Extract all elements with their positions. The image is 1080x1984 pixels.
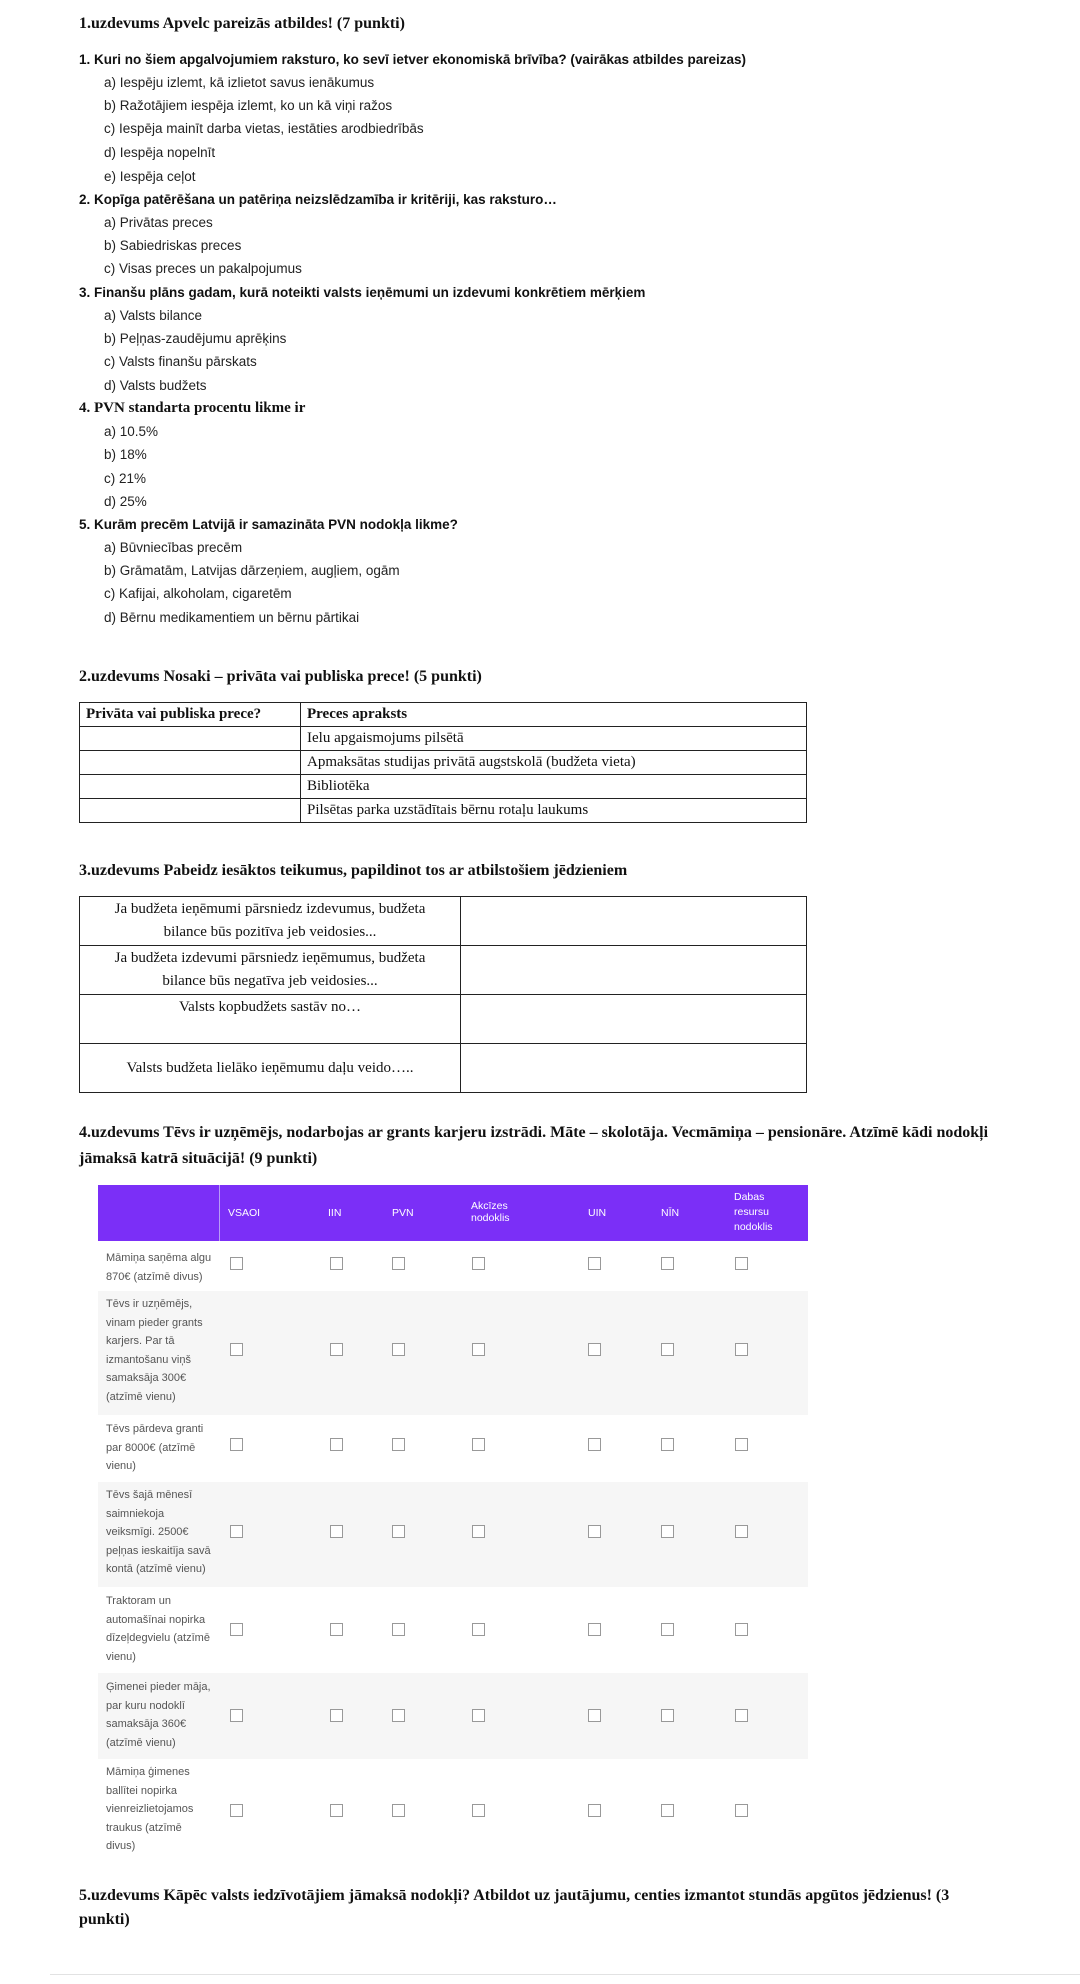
row-label: Ģimenei pieder māja, par kuru nodoklī samaksāja 360€ (atzīmē vienu) bbox=[106, 1681, 211, 1749]
tax-checkbox[interactable] bbox=[392, 1257, 405, 1270]
row-label: Tēvs ir uzņēmējs, vinam pieder grants karjers. Par tā izmantošanu viņš samaksāja 300€ (atzīmē vienu) bbox=[106, 1298, 203, 1403]
tax-checkbox[interactable] bbox=[661, 1709, 674, 1722]
tax-checkbox[interactable] bbox=[735, 1438, 748, 1451]
sentence-cell: Valsts kopbudžets sastāv no… bbox=[80, 995, 461, 1044]
tax-checkbox[interactable] bbox=[735, 1804, 748, 1817]
table-row bbox=[80, 995, 807, 1044]
tax-checkbox[interactable] bbox=[330, 1257, 343, 1270]
option-5c[interactable]: c) Kafijai, alkoholam, cigaretēm bbox=[104, 586, 292, 601]
option-5d[interactable]: d) Bērnu medikamentiem un bērnu pārtikai bbox=[104, 610, 360, 625]
option-2b[interactable]: b) Sabiedriskas preces bbox=[104, 238, 242, 253]
option-1d[interactable]: d) Iespēja nopelnīt bbox=[104, 145, 216, 160]
tax-checkbox[interactable] bbox=[588, 1343, 601, 1356]
tax-checkbox[interactable] bbox=[588, 1804, 601, 1817]
tax-grid-header bbox=[98, 1185, 808, 1241]
tax-checkbox[interactable] bbox=[230, 1343, 243, 1356]
bottom-divider bbox=[50, 1974, 1080, 1975]
tax-checkbox[interactable] bbox=[230, 1257, 243, 1270]
table-row bbox=[80, 897, 807, 946]
table-header-row bbox=[80, 703, 807, 727]
row-label: Tēvs šajā mēnesī saimniekoja veiksmīgi. 2500€ peļņas ieskaitīja savā kontā (atzīmē vienu) bbox=[106, 1489, 211, 1575]
column-pvn: PVN bbox=[392, 1207, 414, 1219]
task1-title: 1.uzdevums Apvelc pareizās atbildes! (7 punkti) bbox=[79, 15, 405, 32]
tax-checkbox[interactable] bbox=[330, 1343, 343, 1356]
column-header-type: Privāta vai publiska prece? bbox=[80, 703, 301, 727]
option-3d[interactable]: d) Valsts budžets bbox=[104, 378, 207, 393]
option-1a[interactable]: a) Iespēju izlemt, kā izlietot savus ienākumus bbox=[104, 75, 375, 90]
column-iin: IIN bbox=[328, 1207, 342, 1219]
tax-checkbox[interactable] bbox=[392, 1623, 405, 1636]
column-vsaoi: VSAOI bbox=[228, 1207, 261, 1219]
tax-checkbox[interactable] bbox=[472, 1623, 485, 1636]
tax-checkbox[interactable] bbox=[230, 1525, 243, 1538]
row-label: Māmiņa saņēma algu 870€ (atzīmē divus) bbox=[106, 1252, 212, 1283]
option-1b[interactable]: b) Ražotājiem iespēja izlemt, ko un kā viņi ražos bbox=[104, 98, 393, 113]
table-row bbox=[80, 799, 807, 823]
option-4a[interactable]: a) 10.5% bbox=[104, 424, 159, 439]
table-row bbox=[80, 1044, 807, 1093]
table-row bbox=[80, 727, 807, 751]
tax-checkbox[interactable] bbox=[472, 1438, 485, 1451]
column-nin: NĪN bbox=[661, 1207, 680, 1219]
option-2c[interactable]: c) Visas preces un pakalpojumus bbox=[104, 261, 302, 276]
answer-cell[interactable] bbox=[80, 775, 301, 799]
tax-checkbox[interactable] bbox=[588, 1525, 601, 1538]
question-5: 5. Kurām precēm Latvijā ir samazināta PVN nodokļa likme? bbox=[79, 517, 458, 532]
tax-checkbox[interactable] bbox=[735, 1623, 748, 1636]
sentence-cell: Ja budžeta ieņēmumi pārsniedz izdevumus, budžeta bilance būs pozitīva jeb veidosies... bbox=[80, 897, 461, 946]
question-3: 3. Finanšu plāns gadam, kurā noteikti valsts ieņēmumi un izdevumi konkrētiem mērķiem bbox=[79, 285, 646, 300]
table-row bbox=[80, 946, 807, 995]
option-4b[interactable]: b) 18% bbox=[104, 447, 147, 462]
tax-checkbox[interactable] bbox=[472, 1804, 485, 1817]
tax-checkbox[interactable] bbox=[735, 1343, 748, 1356]
tax-checkbox[interactable] bbox=[330, 1709, 343, 1722]
tax-checkbox[interactable] bbox=[230, 1623, 243, 1636]
task3-title: 3.uzdevums Pabeidz iesāktos teikumus, papildinot tos ar atbilstošiem jēdzieniem bbox=[79, 862, 628, 879]
tax-checkbox[interactable] bbox=[230, 1438, 243, 1451]
question-4: 4. PVN standarta procentu likme ir bbox=[79, 400, 306, 416]
task4-title: 4.uzdevums Tēvs ir uzņēmējs, nodarbojas ar grants karjeru izstrādi. Māte – skolotāja. Vecmāmiņa – pensionāre. Atzīmē kādi nodokļi jāmaksā katrā situācijā! (9 punkti) bbox=[79, 1124, 989, 1167]
option-5b[interactable]: b) Grāmatām, Latvijas dārzeņiem, augļiem, ogām bbox=[104, 563, 400, 578]
question-1: 1. Kuri no šiem apgalvojumiem raksturo, ko sevī ietver ekonomiskā brīvība? (vairākas atbildes pareizas) bbox=[79, 52, 747, 67]
tax-checkbox[interactable] bbox=[392, 1709, 405, 1722]
sentence-cell: Valsts budžeta lielāko ieņēmumu daļu veido….. bbox=[80, 1044, 461, 1093]
tax-checkbox[interactable] bbox=[588, 1709, 601, 1722]
tax-checkbox[interactable] bbox=[661, 1525, 674, 1538]
answer-cell[interactable] bbox=[461, 995, 807, 1044]
answer-cell[interactable] bbox=[80, 751, 301, 775]
tax-checkbox[interactable] bbox=[330, 1623, 343, 1636]
answer-cell[interactable] bbox=[461, 1044, 807, 1093]
tax-checkbox[interactable] bbox=[661, 1804, 674, 1817]
option-5a[interactable]: a) Būvniecības precēm bbox=[104, 540, 243, 555]
option-3b[interactable]: b) Peļņas-zaudējumu aprēķins bbox=[104, 331, 287, 346]
tax-checkbox[interactable] bbox=[661, 1438, 674, 1451]
question-2: 2. Kopīga patērēšana un patēriņa neizslēdzamība ir kritēriji, kas raksturo… bbox=[79, 192, 557, 207]
description-cell: Ielu apgaismojums pilsētā bbox=[301, 727, 807, 751]
option-2a[interactable]: a) Privātas preces bbox=[104, 215, 213, 230]
option-1c[interactable]: c) Iespēja mainīt darba vietas, iestāties arodbiedrībās bbox=[104, 121, 424, 136]
tax-checkbox[interactable] bbox=[661, 1343, 674, 1356]
row-label: Tēvs pārdeva granti par 8000€ (atzīmē vienu) bbox=[106, 1423, 204, 1472]
description-cell: Pilsētas parka uzstādītais bērnu rotaļu laukums bbox=[301, 799, 807, 823]
tax-checkbox[interactable] bbox=[661, 1623, 674, 1636]
tax-checkbox[interactable] bbox=[472, 1709, 485, 1722]
row-label: Māmiņa ģimenes ballītei nopirka vienreizlietojamos traukus (atzīmē divus) bbox=[106, 1766, 194, 1852]
column-header-description: Preces apraksts bbox=[301, 703, 807, 727]
tax-checkbox[interactable] bbox=[735, 1709, 748, 1722]
tax-checkbox[interactable] bbox=[392, 1343, 405, 1356]
column-uin: UIN bbox=[588, 1207, 607, 1219]
answer-cell[interactable] bbox=[80, 727, 301, 751]
sentence-cell: Ja budžeta izdevumi pārsniedz ieņēmumus, budžeta bilance būs negatīva jeb veidosies... bbox=[80, 946, 461, 995]
table-row bbox=[80, 751, 807, 775]
option-4d[interactable]: d) 25% bbox=[104, 494, 147, 509]
tax-checkbox[interactable] bbox=[472, 1257, 485, 1270]
tax-checkbox[interactable] bbox=[588, 1623, 601, 1636]
tax-checkbox[interactable] bbox=[588, 1257, 601, 1270]
task3-table bbox=[79, 896, 807, 1093]
tax-checkbox[interactable] bbox=[735, 1257, 748, 1270]
option-1e[interactable]: e) Iespēja ceļot bbox=[104, 169, 196, 184]
answer-cell[interactable] bbox=[461, 897, 807, 946]
tax-checkbox[interactable] bbox=[588, 1438, 601, 1451]
tax-checkbox[interactable] bbox=[472, 1343, 485, 1356]
option-4c[interactable]: c) 21% bbox=[104, 471, 147, 486]
task5-title: 5.uzdevums Kāpēc valsts iedzīvotājiem jāmaksā nodokļi? Atbildot uz jautājumu, centies izmantot stundās apgūtos jēdzienus! (3 punkti) bbox=[79, 1887, 950, 1928]
answer-cell[interactable] bbox=[461, 946, 807, 995]
option-3c[interactable]: c) Valsts finanšu pārskats bbox=[104, 354, 257, 369]
tax-checkbox[interactable] bbox=[230, 1804, 243, 1817]
column-akcizes: Akcīzes nodoklis bbox=[471, 1200, 510, 1224]
tax-checkbox[interactable] bbox=[392, 1438, 405, 1451]
tax-checkbox[interactable] bbox=[230, 1709, 243, 1722]
task2-table bbox=[79, 702, 807, 823]
tax-checkbox[interactable] bbox=[330, 1525, 343, 1538]
answer-cell[interactable] bbox=[80, 799, 301, 823]
table-row bbox=[80, 775, 807, 799]
tax-checkbox[interactable] bbox=[472, 1525, 485, 1538]
column-dabas-resursu: Dabas resursu nodoklis bbox=[734, 1191, 773, 1233]
task2-title: 2.uzdevums Nosaki – privāta vai publiska prece! (5 punkti) bbox=[79, 668, 482, 685]
description-cell: Apmaksātas studijas privātā augstskolā (budžeta vieta) bbox=[301, 751, 807, 775]
option-3a[interactable]: a) Valsts bilance bbox=[104, 308, 203, 323]
tax-checkbox[interactable] bbox=[392, 1804, 405, 1817]
tax-checkbox[interactable] bbox=[392, 1525, 405, 1538]
tax-checkbox[interactable] bbox=[661, 1257, 674, 1270]
tax-checkbox[interactable] bbox=[735, 1525, 748, 1538]
description-cell: Bibliotēka bbox=[301, 775, 807, 799]
row-label: Traktoram un automašīnai nopirka dīzeļdegvielu (atzīmē vienu) bbox=[106, 1595, 210, 1663]
tax-checkbox[interactable] bbox=[330, 1804, 343, 1817]
tax-checkbox[interactable] bbox=[330, 1438, 343, 1451]
